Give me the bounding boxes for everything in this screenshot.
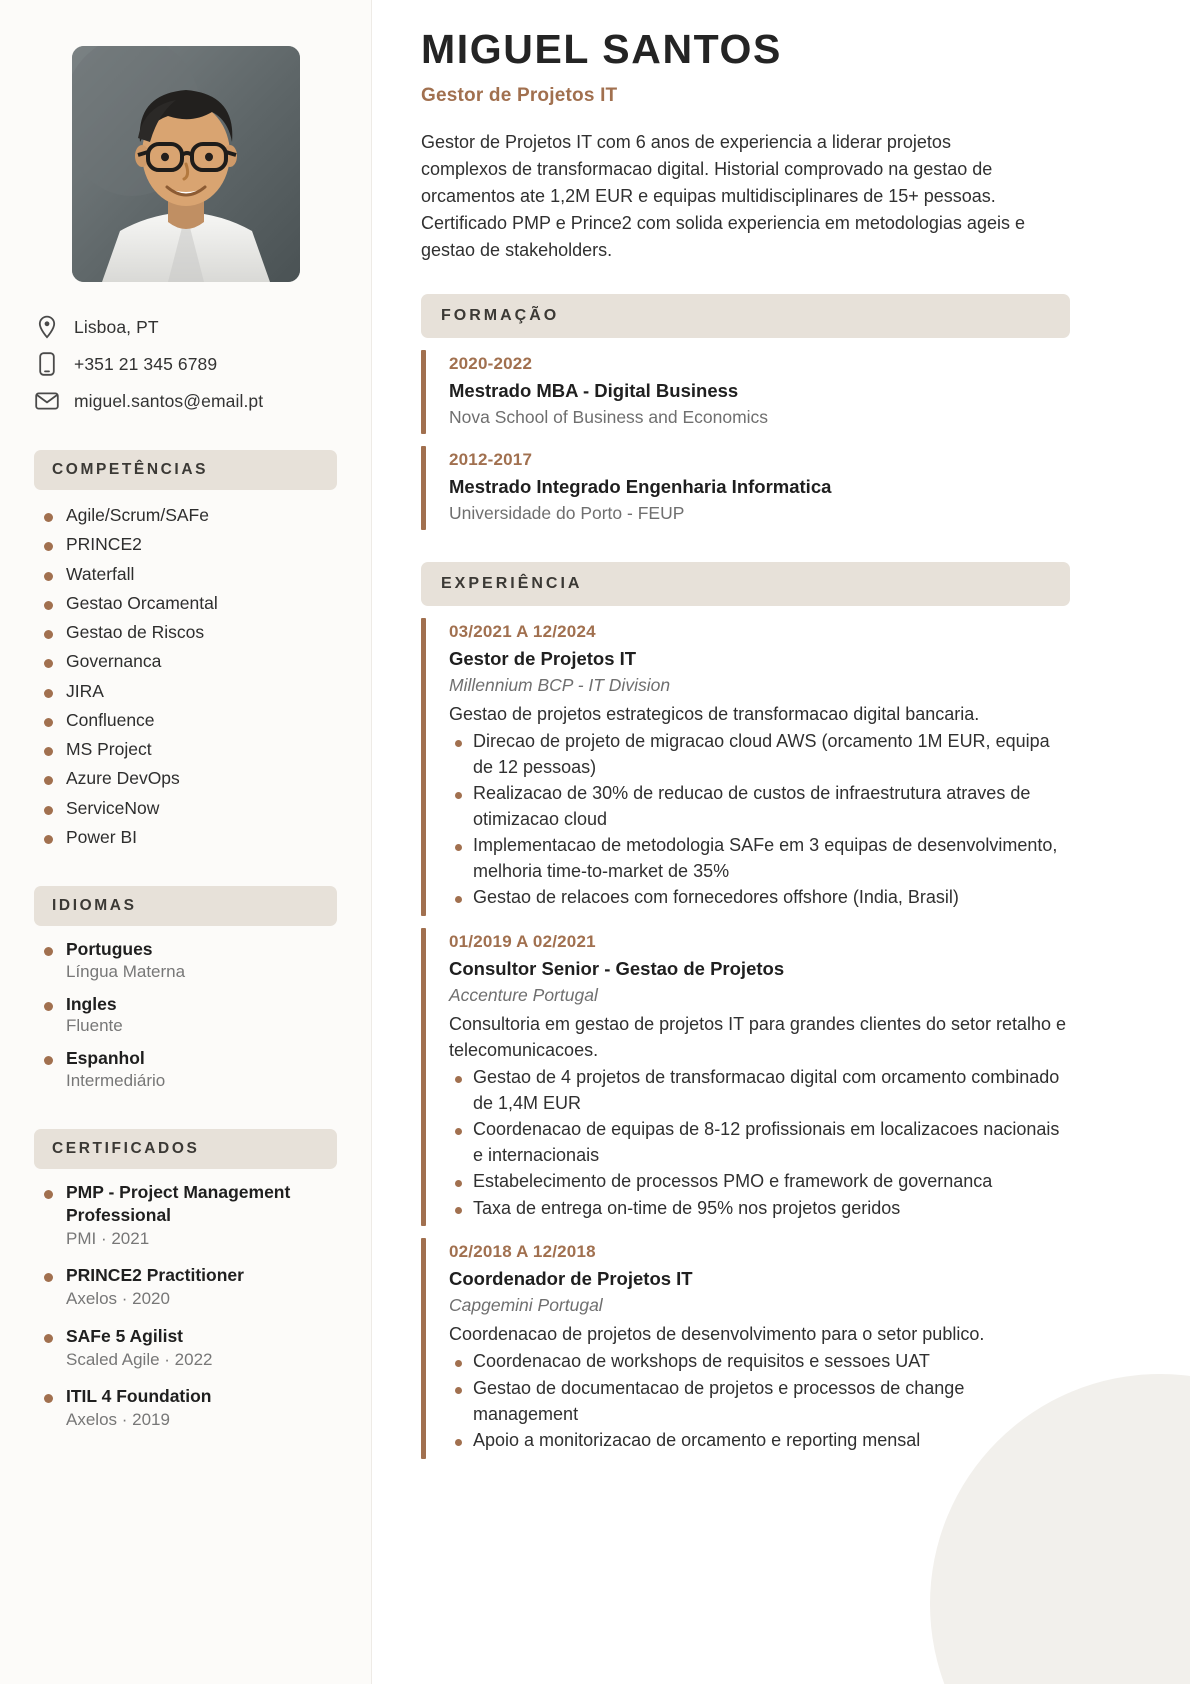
envelope-icon bbox=[34, 388, 60, 414]
certificate-name: SAFe 5 Agilist bbox=[66, 1325, 184, 1346]
certificate-name: ITIL 4 Foundation bbox=[66, 1386, 212, 1407]
skills-list bbox=[34, 502, 337, 850]
list-item: MS Project bbox=[38, 736, 337, 762]
entry-description: Coordenacao de projetos de desenvolvimento para o setor publico. bbox=[449, 1324, 985, 1345]
contact-phone-text: +351 21 345 6789 bbox=[74, 353, 218, 374]
entry-title: Gestor de Projetos IT bbox=[449, 647, 637, 669]
entry-title: Consultor Senior - Gestao de Projetos bbox=[449, 957, 785, 979]
entry-org: Capgemini Portugal bbox=[449, 1294, 603, 1315]
list-item: Coordenacao de workshops de requisitos e sessoes UAT bbox=[449, 1349, 1070, 1375]
entry-date: 02/2018 A 12/2018 bbox=[449, 1242, 596, 1262]
experience-section bbox=[421, 614, 1070, 1461]
entry-date: 03/2021 A 12/2024 bbox=[449, 622, 596, 642]
list-item: JIRA bbox=[38, 678, 337, 704]
entry-date: 2020-2022 bbox=[449, 354, 533, 374]
list-item bbox=[38, 1385, 337, 1432]
list-item bbox=[38, 993, 337, 1039]
certificate-meta: PMI · 2021 bbox=[66, 1228, 150, 1248]
main-content bbox=[372, 0, 1190, 1684]
list-item: Taxa de entrega on-time de 95% nos projetos geridos bbox=[449, 1196, 1070, 1222]
entry-title: Mestrado MBA - Digital Business bbox=[449, 379, 739, 401]
entry-org: Millennium BCP - IT Division bbox=[449, 674, 671, 695]
list-item bbox=[38, 1325, 337, 1372]
list-item: Governanca bbox=[38, 648, 337, 674]
skills-section bbox=[34, 450, 337, 850]
language-name: Espanhol bbox=[66, 1048, 145, 1069]
list-item bbox=[38, 1264, 337, 1311]
certificates-list bbox=[34, 1181, 337, 1432]
experience-entry bbox=[421, 1234, 1070, 1460]
entry-bullets bbox=[449, 729, 1070, 911]
phone-icon bbox=[34, 351, 60, 377]
entry-title: Coordenador de Projetos IT bbox=[449, 1268, 693, 1290]
avatar bbox=[72, 46, 300, 282]
contact-info bbox=[34, 314, 337, 414]
certificate-meta: Axelos · 2019 bbox=[66, 1410, 170, 1430]
language-name: Portugues bbox=[66, 939, 153, 959]
location-pin-icon bbox=[34, 314, 60, 340]
certificate-meta: Axelos · 2020 bbox=[66, 1289, 170, 1309]
page-title: MIGUEL SANTOS bbox=[421, 26, 782, 72]
language-name: Ingles bbox=[66, 993, 117, 1014]
certificate-meta: Scaled Agile · 2022 bbox=[66, 1349, 213, 1369]
list-item: PRINCE2 bbox=[38, 531, 337, 557]
list-item: Estabelecimento de processos PMO e framework de governanca bbox=[449, 1169, 1070, 1195]
list-item: Power BI bbox=[38, 824, 337, 850]
entry-bullets bbox=[449, 1349, 1070, 1453]
list-item bbox=[38, 938, 337, 984]
skills-heading: COMPETÊNCIAS bbox=[34, 450, 337, 490]
experience-heading: EXPERIÊNCIA bbox=[421, 562, 1070, 606]
education-entry bbox=[421, 442, 1070, 532]
job-role-subtitle: Gestor de Projetos IT bbox=[421, 85, 618, 107]
education-entry bbox=[421, 346, 1070, 436]
contact-location bbox=[34, 314, 337, 340]
list-item: Gestao Orcamental bbox=[38, 590, 337, 616]
experience-entry bbox=[421, 924, 1070, 1228]
list-item: Implementacao de metodologia SAFe em 3 equipas de desenvolvimento, melhoria time-to-market de 35% bbox=[449, 833, 1070, 884]
certificates-heading: CERTIFICADOS bbox=[34, 1129, 337, 1169]
contact-email-text: miguel.santos@email.pt bbox=[74, 390, 264, 411]
list-item: Confluence bbox=[38, 707, 337, 733]
list-item: Waterfall bbox=[38, 561, 337, 587]
list-item: Azure DevOps bbox=[38, 765, 337, 791]
sidebar bbox=[0, 0, 372, 1684]
contact-phone bbox=[34, 351, 337, 377]
list-item: Gestao de 4 projetos de transformacao digital com orcamento combinado de 1,4M EUR bbox=[449, 1065, 1070, 1116]
list-item: Apoio a monitorizacao de orcamento e reporting mensal bbox=[449, 1428, 1070, 1454]
contact-location-text: Lisboa, PT bbox=[74, 316, 159, 337]
languages-heading: IDIOMAS bbox=[34, 886, 337, 926]
languages-list bbox=[34, 938, 337, 1093]
entry-org: Nova School of Business and Economics bbox=[449, 406, 769, 427]
profile-summary: Gestor de Projetos IT com 6 anos de experiencia a liderar projetos complexos de transformacao digital. Historial comprovado na gestao de orcamentos ate 1,2M EUR e equipas multidisciplinares de 15+ pessoas. Certificado PMP e Prince2 com solida experiencia em metodologias ageis e gestao de stakeholders. bbox=[421, 132, 1025, 261]
list-item: Gestao de Riscos bbox=[38, 619, 337, 645]
list-item bbox=[38, 1181, 337, 1250]
list-item: ServiceNow bbox=[38, 795, 337, 821]
experience-entry bbox=[421, 614, 1070, 918]
list-item: Gestao de relacoes com fornecedores offshore (India, Brasil) bbox=[449, 885, 1070, 911]
list-item: Coordenacao de equipas de 8-12 profissionais em localizacoes nacionais e internacionais bbox=[449, 1117, 1070, 1168]
certificates-section bbox=[34, 1129, 337, 1432]
certificate-name: PRINCE2 Practitioner bbox=[66, 1265, 244, 1286]
entry-description: Consultoria em gestao de projetos IT para grandes clientes do setor retalho e telecomunicacoes. bbox=[449, 1013, 1067, 1060]
languages-section bbox=[34, 886, 337, 1093]
portrait-photo-icon bbox=[72, 46, 300, 282]
entry-description: Gestao de projetos estrategicos de transformacao digital bancaria. bbox=[449, 704, 980, 724]
contact-email bbox=[34, 388, 337, 414]
language-level: Fluente bbox=[66, 1016, 123, 1036]
list-item: Agile/Scrum/SAFe bbox=[38, 502, 337, 528]
entry-date: 2012-2017 bbox=[449, 450, 533, 470]
entry-org: Universidade do Porto - FEUP bbox=[449, 502, 685, 523]
entry-bullets bbox=[449, 1065, 1070, 1221]
entry-title: Mestrado Integrado Engenharia Informatica bbox=[449, 475, 832, 497]
certificate-name: PMP - Project Management Professional bbox=[66, 1182, 291, 1225]
language-level: Intermediário bbox=[66, 1071, 166, 1091]
list-item: Direcao de projeto de migracao cloud AWS (orcamento 1M EUR, equipa de 12 pessoas) bbox=[449, 729, 1070, 780]
education-section bbox=[421, 346, 1070, 532]
language-level: Língua Materna bbox=[66, 961, 186, 981]
entry-org: Accenture Portugal bbox=[449, 984, 598, 1005]
education-heading: FORMAÇÃO bbox=[421, 294, 1070, 338]
list-item bbox=[38, 1047, 337, 1093]
list-item: Gestao de documentacao de projetos e processos de change management bbox=[449, 1376, 1070, 1427]
entry-date: 01/2019 A 02/2021 bbox=[449, 931, 596, 951]
list-item: Realizacao de 30% de reducao de custos de infraestrutura atraves de otimizacao cloud bbox=[449, 781, 1070, 832]
